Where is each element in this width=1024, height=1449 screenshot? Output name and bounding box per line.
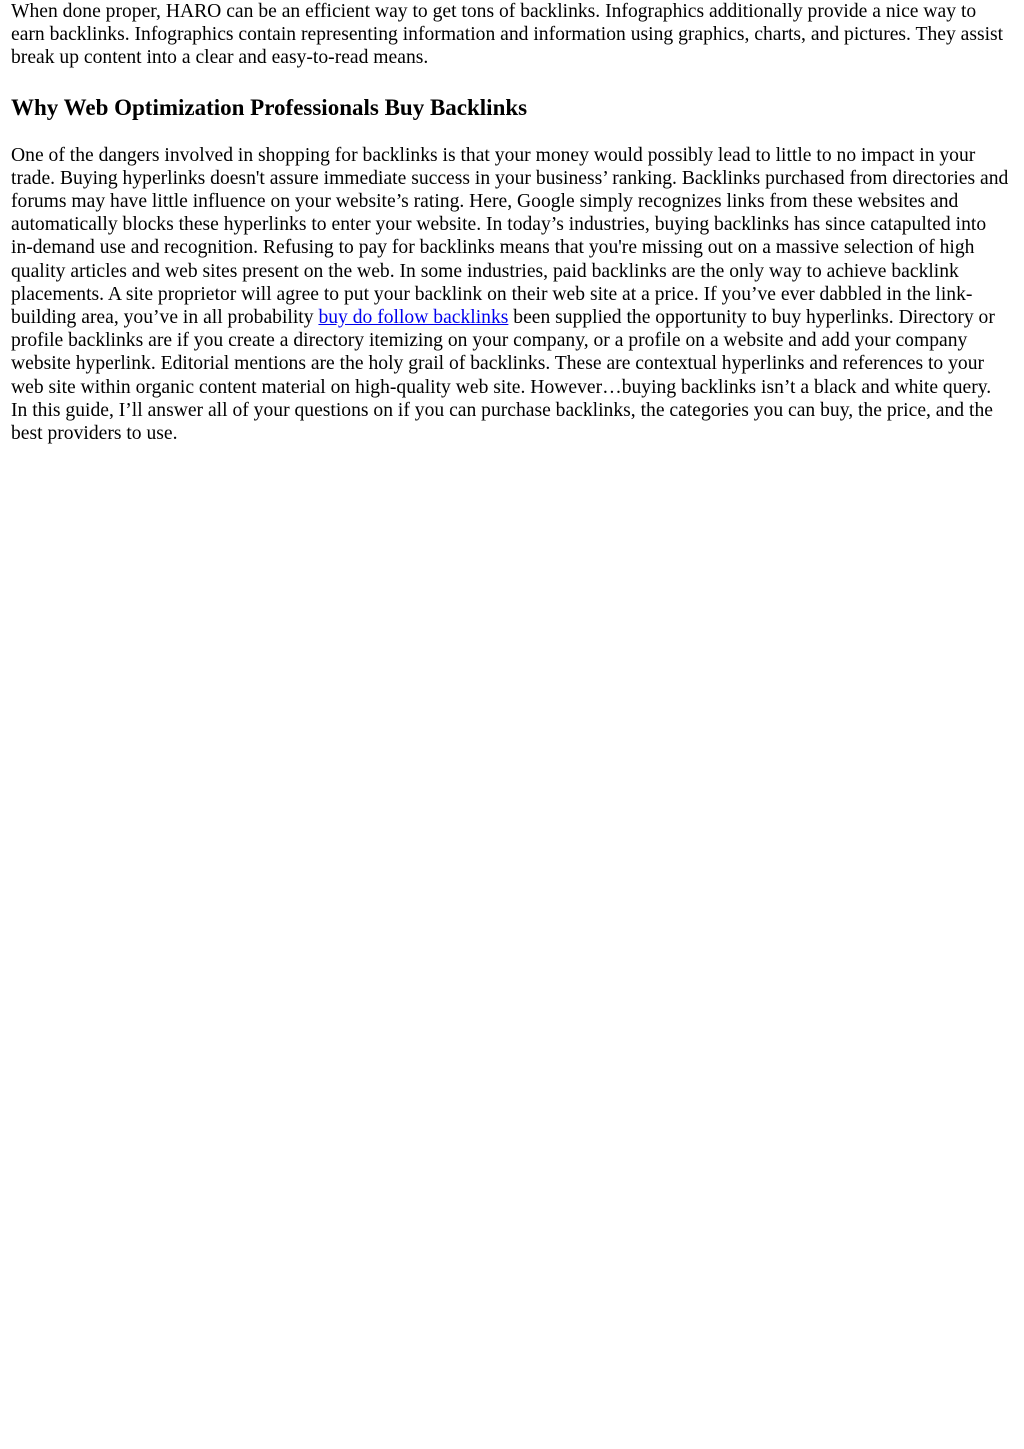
body-paragraph	[11, 144, 1012, 446]
intro-paragraph: When done proper, HARO can be an efficient way to get tons of backlinks. Infographics additionally provide a nice way to earn backlinks. Infographics contain representing information and information using graphics, charts, and pictures. They assist break up content into a clear and easy-to-read means.	[11, 1, 1004, 69]
body-text-before-link: One of the dangers involved in shopping for backlinks is that your money would possibly lead to little to no impact in your trade. Buying hyperlinks doesn't assure immediate success in your business’ ranking. Backlinks purchased from directories and forums may have little influence on your website’s rating. Here, Google simply recognizes links from these websites and automatically blocks these hyperlinks to enter your website. In today’s industries, buying backlinks has since catapulted into in-demand use and recognition. Refusing to pay for backlinks means that you're missing out on a massive selection of high quality articles and web sites present on the web. In some industries, paid backlinks are the only way to achieve backlink placements. A site proprietor will agree to put your backlink on their web site at a price. If you’ve ever dabbled in the link-building area, you’ve in all probability	[11, 144, 1009, 329]
article-page	[0, 0, 1024, 445]
section-heading: Why Web Optimization Professionals Buy Backlinks	[11, 94, 528, 120]
buy-do-follow-backlinks-link[interactable]: buy do follow backlinks	[318, 307, 509, 329]
body-text-after-link: been supplied the opportunity to buy hyperlinks. Directory or profile backlinks are if you create a directory itemizing on your company, or a profile on a website and add your company website hyperlink. Editorial mentions are the holy grail of backlinks. These are contextual hyperlinks and references to your web site within organic content material on high-quality web site. However…buying backlinks isn’t a black and white query. In this guide, I’ll answer all of your questions on if you can purchase backlinks, the categories you can buy, the price, and the best providers to use.	[11, 307, 995, 445]
